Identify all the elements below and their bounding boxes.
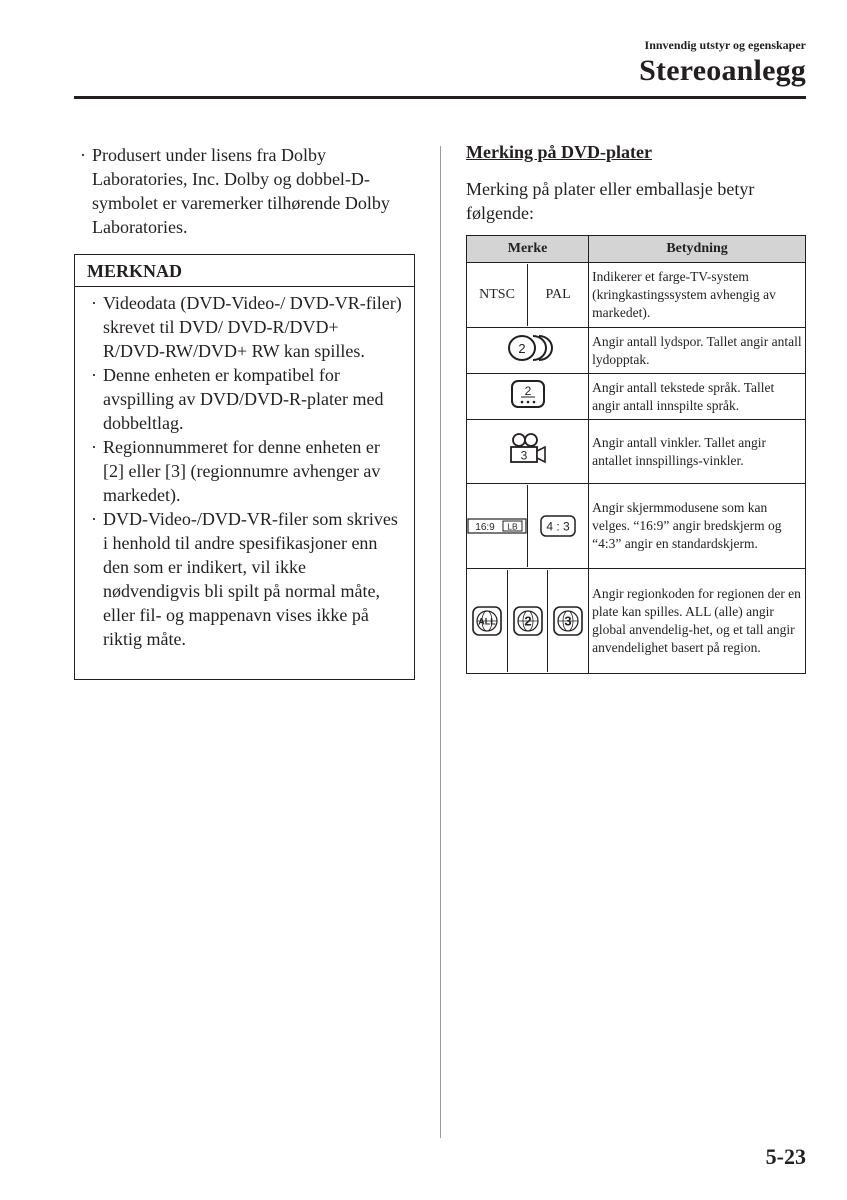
region-3-mark xyxy=(547,570,588,672)
region-3-icon xyxy=(552,605,584,637)
note-item-text: DVD-Video-/DVD-VR-filer som skrives i henhold til andre spesifikasjoner enn den som er indikert, vil ikke nødvendigvis bli spilt på normal måte, eller fil- og mappenavn vises ikke på riktig måte. xyxy=(103,509,398,649)
bullet-dot: · xyxy=(80,145,86,165)
widescreen-label: 16:9 xyxy=(475,522,495,533)
header-section-label: Innvendig utstyr og egenskaper xyxy=(644,38,806,52)
note-item-text: Regionnummeret for denne enheten er [2] eller [3] (regionnumre avhenger av markedet). xyxy=(103,437,381,505)
bullet-dot: · xyxy=(91,437,97,457)
mark-cell xyxy=(467,263,589,328)
pal-mark: PAL xyxy=(527,264,588,326)
table-row xyxy=(467,420,806,484)
region-all-label: ALL xyxy=(478,616,496,627)
mark-cell xyxy=(467,569,589,674)
section-heading: Merking på DVD-plater xyxy=(466,142,652,162)
meaning-cell: Indikerer et farge-TV-system (kringkastingssystem avhengig av markedet). xyxy=(589,263,806,328)
table-row xyxy=(467,328,806,374)
ntsc-mark: NTSC xyxy=(479,287,515,302)
widescreen-mark xyxy=(467,485,527,567)
mark-cell xyxy=(467,374,589,420)
audio-tracks-number: 2 xyxy=(517,340,526,356)
angles-camera-icon xyxy=(507,431,549,467)
region-2-icon xyxy=(512,605,544,637)
standard-screen-label: 4 : 3 xyxy=(546,519,570,534)
widescreen-icon xyxy=(467,516,527,536)
note-box xyxy=(74,254,415,680)
region-all-icon xyxy=(471,605,503,637)
note-item-text: Denne enheten er kompatibel for avspilling av DVD/DVD-R-plater med dobbeltlag. xyxy=(103,365,384,433)
meaning-cell: Angir regionkoden for regionen der en plate kan spilles. ALL (alle) angir global anvendelig-het, og et tall angir anvendelighet basert på region. xyxy=(589,569,806,674)
region-2-label: 2 xyxy=(523,613,532,629)
note-item xyxy=(91,363,404,435)
section-intro: Merking på plater eller emballasje betyr følgende: xyxy=(466,179,755,223)
meaning-cell: Angir antall lydspor. Tallet angir antall lydopptak. xyxy=(589,328,806,374)
mark-cell xyxy=(467,420,589,484)
header-rule xyxy=(74,96,806,99)
table-row xyxy=(467,263,806,328)
column-divider xyxy=(440,146,441,1138)
column-header-meaning: Betydning xyxy=(589,236,806,263)
note-item xyxy=(91,507,404,651)
subtitles-icon xyxy=(508,378,548,410)
standard-screen-icon xyxy=(538,513,578,539)
note-item xyxy=(91,435,404,507)
region-3-label: 3 xyxy=(564,613,572,629)
bullet-dot: · xyxy=(91,365,97,385)
table-row xyxy=(467,569,806,674)
region-all-mark xyxy=(467,570,507,672)
meaning-cell: Angir antall vinkler. Tallet angir antallet innspillings-vinkler. xyxy=(589,420,806,484)
bullet-dot: · xyxy=(91,293,97,313)
subtitles-number: 2 xyxy=(524,383,531,398)
standard-screen-mark xyxy=(527,485,588,567)
angles-number: 3 xyxy=(520,448,527,462)
region-2-mark xyxy=(507,570,548,672)
letterbox-label: LB xyxy=(507,521,518,532)
mark-cell xyxy=(467,484,589,569)
note-list xyxy=(75,287,414,651)
meaning-cell: Angir antall tekstede språk. Tallet angir antall innspilte språk. xyxy=(589,374,806,420)
table-row xyxy=(467,484,806,569)
dolby-license-text: Produsert under lisens fra Dolby Laboratories, Inc. Dolby og dobbel-D-symbolet er varemerker tilhørende Dolby Laboratories. xyxy=(92,145,390,237)
page-title: Stereoanlegg xyxy=(639,54,806,87)
meaning-cell: Angir skjermmodusene som kan velges. “16:9” angir bredskjerm og “4:3” angir en standardskjerm. xyxy=(589,484,806,569)
bullet-dot: · xyxy=(91,509,97,529)
note-item xyxy=(91,291,404,363)
page-number: 5-23 xyxy=(765,1144,806,1169)
table-row xyxy=(467,374,806,420)
note-item-text: Videodata (DVD-Video-/ DVD-VR-filer) skrevet til DVD/ DVD-R/DVD+ R/DVD-RW/DVD+ RW kan spilles. xyxy=(103,293,402,361)
dvd-marking-table xyxy=(466,235,806,674)
audio-tracks-icon xyxy=(500,332,556,364)
table-header-row xyxy=(467,236,806,263)
dolby-license-bullet xyxy=(80,143,400,239)
column-header-mark: Merke xyxy=(467,236,589,263)
mark-cell xyxy=(467,328,589,374)
note-title: MERKNAD xyxy=(75,255,414,287)
